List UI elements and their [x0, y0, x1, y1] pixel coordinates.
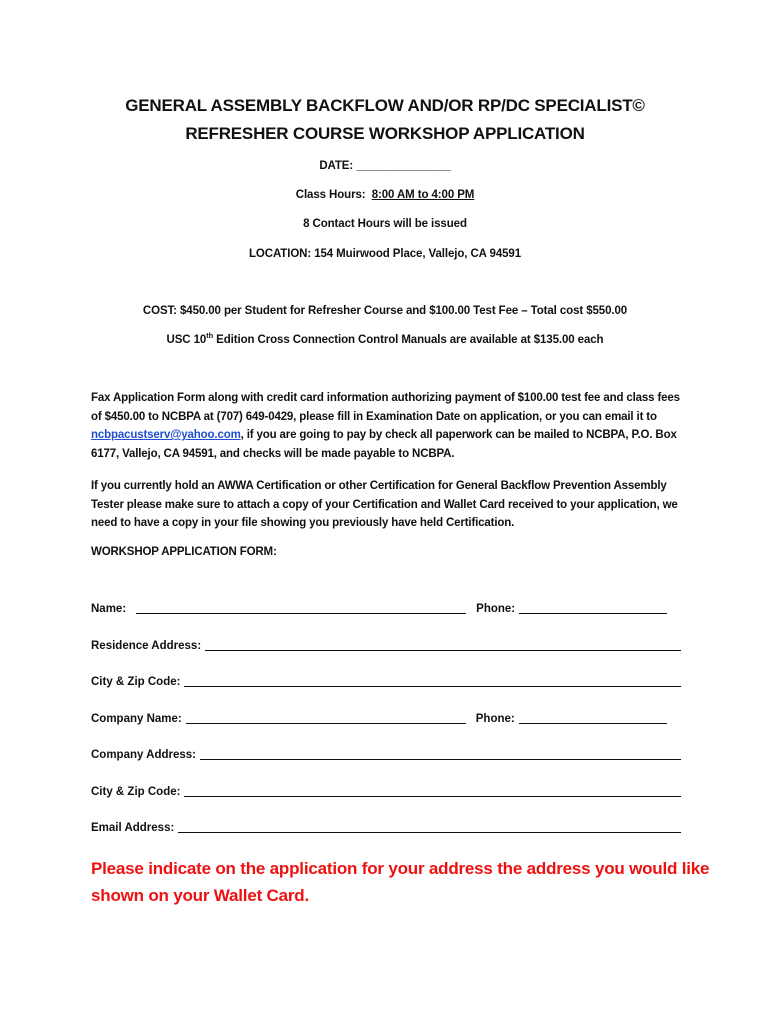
- class-hours-value: 8:00 AM to 4:00 PM: [371, 189, 475, 201]
- phone-input[interactable]: [519, 601, 667, 613]
- title-line-2: REFRESHER COURSE WORKSHOP APPLICATION: [185, 124, 585, 143]
- wallet-card-notice: Please indicate on the application for your address the address you would like shown on your Wallet Card.: [91, 859, 710, 905]
- company-name-label: Company Name:: [91, 713, 182, 725]
- company-name-field[interactable]: [186, 711, 466, 724]
- city-zip-row: [91, 674, 681, 688]
- cost-line: COST: $450.00 per Student for Refresher Course and $100.00 Test Fee – Total cost $550.00: [142, 305, 628, 317]
- phone-label: Phone:: [476, 603, 516, 615]
- company-address-row: [91, 747, 681, 761]
- city-zip-field[interactable]: [184, 674, 681, 687]
- residence-field[interactable]: [205, 638, 681, 651]
- email-field[interactable]: [178, 820, 681, 833]
- date-blank: _______________: [356, 160, 451, 172]
- city-zip-label: City & Zip Code:: [91, 676, 181, 688]
- residence-input[interactable]: [205, 638, 681, 650]
- company-city-zip-row: [91, 784, 681, 798]
- manuals-pre: USC 10: [166, 334, 207, 346]
- fax-text-1: Fax Application Form along with credit card information authorizing payment of $100.00 test fee and class fees of $450.00 to NCBPA at (707) 649-0429, please fill in Examination Date on application, or you can email it to: [91, 392, 680, 423]
- company-name-input[interactable]: [186, 711, 466, 723]
- company-city-zip-input[interactable]: [184, 784, 681, 796]
- company-city-zip-label: City & Zip Code:: [91, 786, 181, 798]
- company-name-row: [91, 711, 681, 725]
- name-input[interactable]: [136, 601, 466, 613]
- residence-row: [91, 638, 681, 652]
- name-field[interactable]: [136, 601, 466, 614]
- name-label: Name:: [91, 603, 127, 615]
- email-input[interactable]: [178, 820, 681, 832]
- date-line: [0, 160, 770, 172]
- form-heading: WORKSHOP APPLICATION FORM:: [91, 546, 277, 558]
- awwa-instructions: If you currently hold an AWWA Certification or other Certification for General Backflow Prevention Assembly Tester please make sure to attach a copy of your Certification and Wallet Card received to your application, we need to have a copy in your file showing you previously have held Certification.: [91, 480, 678, 529]
- company-phone-label: Phone:: [475, 713, 515, 725]
- residence-label: Residence Address:: [91, 640, 202, 652]
- company-phone-input[interactable]: [519, 711, 667, 723]
- location-line: LOCATION: 154 Muirwood Place, Vallejo, CA 94591: [248, 248, 522, 260]
- company-address-input[interactable]: [200, 747, 681, 759]
- fax-text-2: , if you are going to pay by check all paperwork can be mailed to NCBPA, P.O. Box 6177, Vallejo, CA 94591, and checks will be made payable to NCBPA.: [91, 429, 677, 460]
- class-hours-label: Class Hours:: [295, 189, 366, 201]
- email-row: [91, 820, 681, 834]
- phone-field[interactable]: [519, 601, 667, 614]
- class-hours-line: [0, 189, 770, 201]
- fax-instructions: [91, 389, 691, 463]
- company-city-zip-field[interactable]: [184, 784, 681, 797]
- city-zip-input[interactable]: [184, 674, 681, 686]
- date-label: DATE:: [319, 160, 354, 172]
- title-line-1: GENERAL ASSEMBLY BACKFLOW AND/OR RP/DC SPECIALIST©: [125, 96, 645, 115]
- company-address-field[interactable]: [200, 747, 681, 760]
- contact-hours-line: 8 Contact Hours will be issued: [303, 218, 467, 230]
- manuals-post: Edition Cross Connection Control Manuals are available at $135.00 each: [213, 334, 604, 346]
- email-label: Email Address:: [91, 822, 175, 834]
- email-link[interactable]: ncbpacustserv@yahoo.com: [91, 429, 241, 441]
- company-phone-field[interactable]: [519, 711, 667, 724]
- company-address-label: Company Address:: [91, 749, 197, 761]
- name-row: [91, 601, 681, 615]
- manuals-line: [0, 331, 770, 346]
- manuals-sup: th: [206, 331, 214, 341]
